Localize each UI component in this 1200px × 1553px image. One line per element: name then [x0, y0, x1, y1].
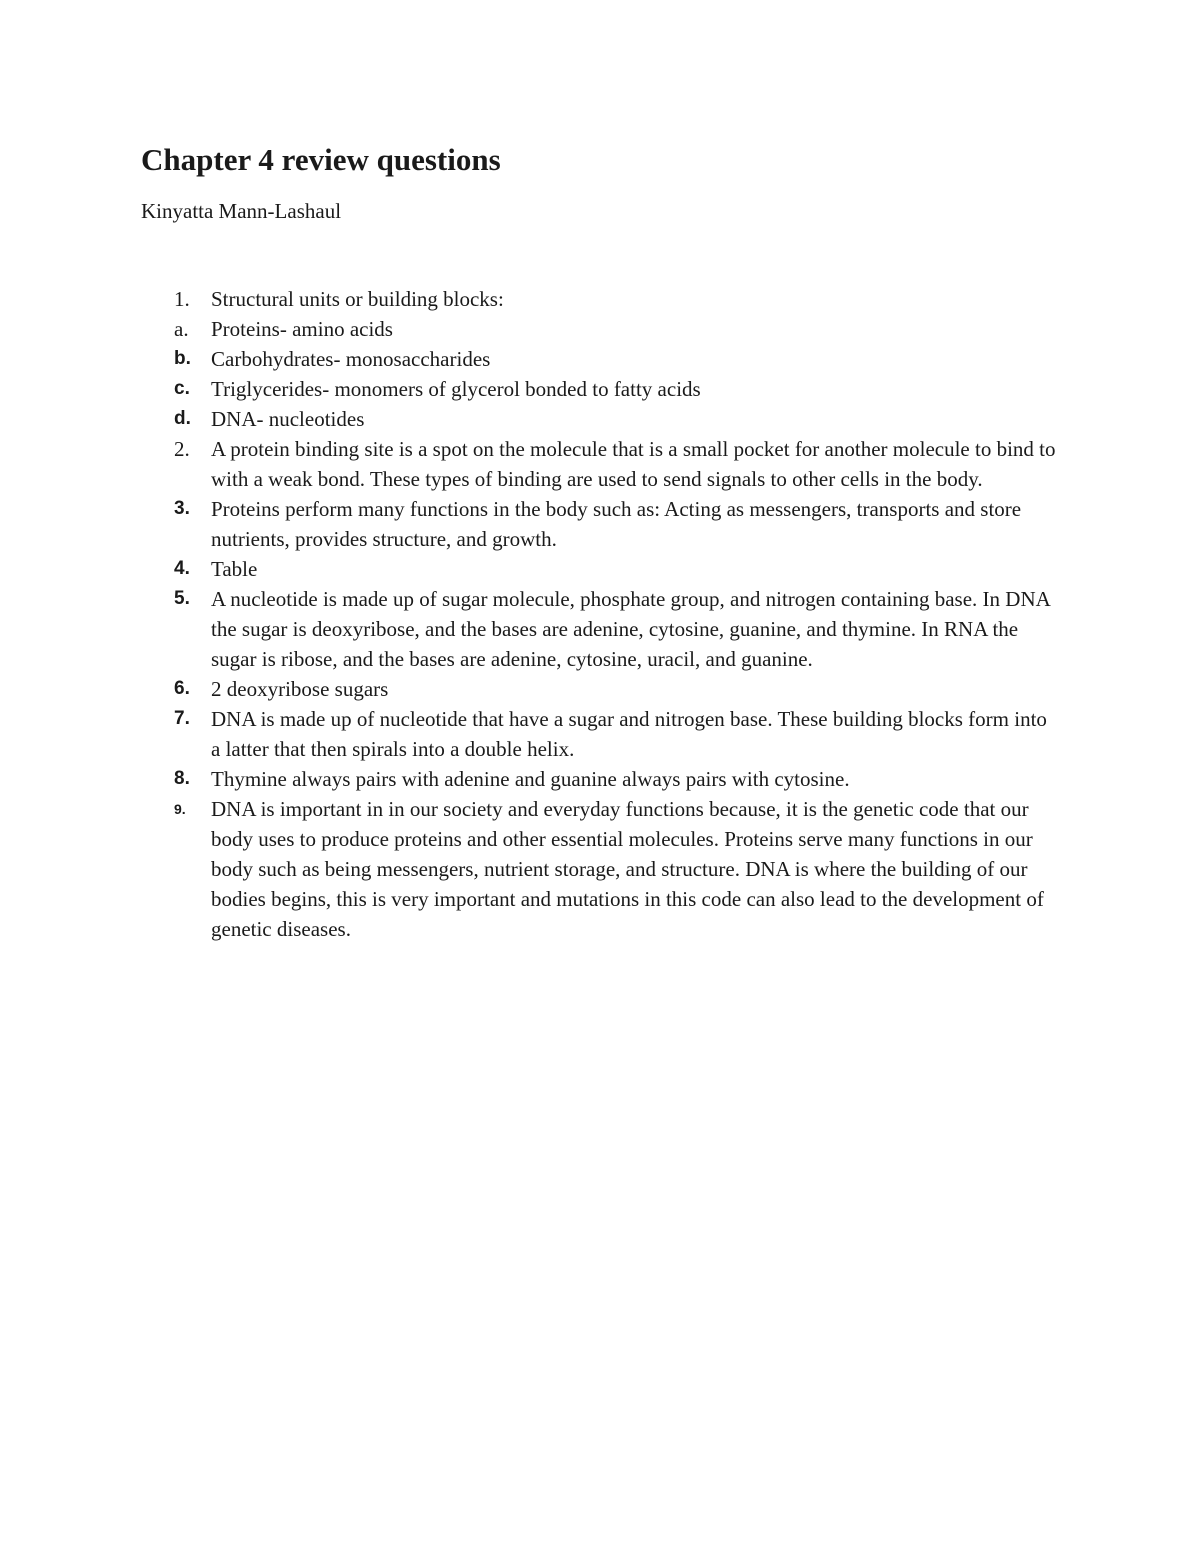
list-marker: 3.: [174, 498, 190, 519]
list-marker: 7.: [174, 708, 190, 729]
list-item-text: Table: [211, 557, 258, 581]
list-item-text: DNA- nucleotides: [211, 407, 365, 431]
list-item: [141, 584, 1061, 674]
list-item-text: A nucleotide is made up of sugar molecule, phosphate group, and nitrogen containing base. In DNA the sugar is deoxyribose, and the bases are adenine, cytosine, guanine, and thymine. In RNA the sugar is ribose, and the bases are adenine, cytosine, uracil, and guanine.: [211, 587, 1050, 671]
list-marker: 6.: [174, 678, 190, 699]
list-item-text: DNA is made up of nucleotide that have a sugar and nitrogen base. These building blocks form into a latter that then spirals into a double helix.: [211, 707, 1047, 761]
list-item: [141, 794, 1061, 944]
list-marker: b.: [174, 348, 191, 369]
list-marker: 4.: [174, 558, 190, 579]
list-marker: 9.: [174, 801, 186, 817]
list-item-text: Triglycerides- monomers of glycerol bonded to fatty acids: [211, 377, 701, 401]
list-marker: 8.: [174, 768, 190, 789]
page-title: Chapter 4 review questions: [141, 142, 501, 177]
list-item: [141, 494, 1061, 554]
list-item: [141, 284, 1061, 314]
list-item-text: Proteins- amino acids: [211, 317, 393, 341]
list-item: [141, 404, 1061, 434]
list-marker: 1.: [174, 287, 190, 311]
list-item: [141, 704, 1061, 764]
list-item-text: Structural units or building blocks:: [211, 287, 504, 311]
list-item-text: Carbohydrates- monosaccharides: [211, 347, 491, 371]
list-item-text: Proteins perform many functions in the body such as: Acting as messengers, transports and store nutrients, provides structure, and growth.: [211, 497, 1022, 551]
list-marker: 2.: [174, 437, 190, 461]
list-marker: a.: [174, 317, 189, 341]
list-item: [141, 554, 1061, 584]
author-name: Kinyatta Mann-Lashaul: [141, 199, 342, 223]
list-item: [141, 314, 1061, 344]
list-item: [141, 764, 1061, 794]
list-item: [141, 674, 1061, 704]
list-item: [141, 374, 1061, 404]
list-item-text: 2 deoxyribose sugars: [211, 677, 389, 701]
list-marker: d.: [174, 408, 191, 429]
list-marker: c.: [174, 378, 190, 399]
list-marker: 5.: [174, 588, 190, 609]
list-item-text: Thymine always pairs with adenine and guanine always pairs with cytosine.: [211, 767, 850, 791]
question-list: [141, 284, 1061, 944]
list-item: [141, 344, 1061, 374]
list-item-text: DNA is important in in our society and everyday functions because, it is the genetic code that our body uses to produce proteins and other essential molecules. Proteins serve many functions in our body such as being messengers, nutrient storage, and structure. DNA is where the building of our bodies begins, this is very important and mutations in this code can also lead to the development of genetic diseases.: [211, 797, 1044, 941]
list-item: [141, 434, 1061, 494]
list-item-text: A protein binding site is a spot on the molecule that is a small pocket for another molecule to bind to with a weak bond. These types of binding are used to send signals to other cells in the body.: [211, 437, 1056, 491]
